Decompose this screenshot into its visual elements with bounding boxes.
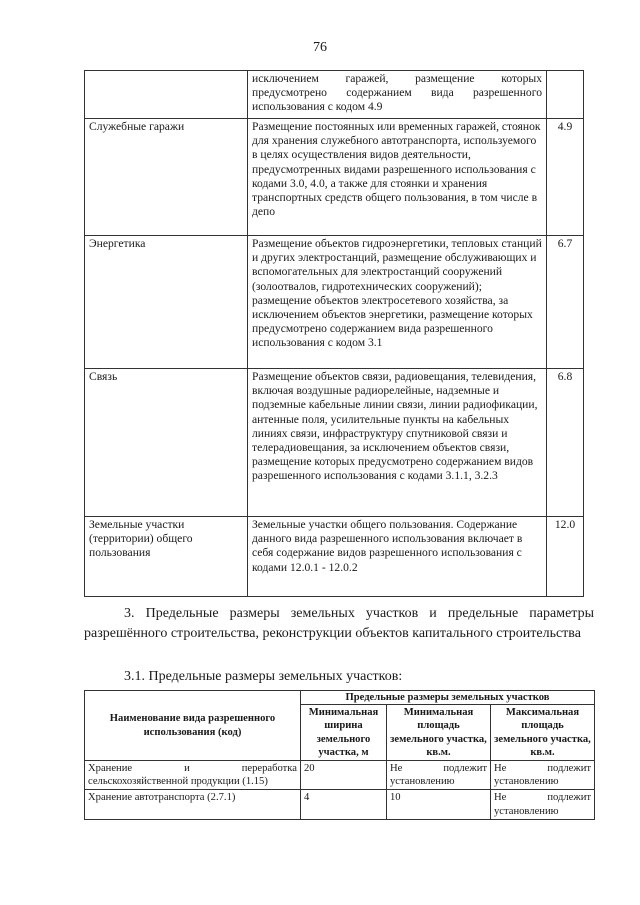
use-name-cell <box>85 71 248 119</box>
use-description-cell: Земельные участки общего пользования. Содержание данного вида разрешенного использования включает в себя содержание видов разрешенного использования с кодами 12.0.1 - 12.0.2 <box>248 517 547 597</box>
min-width-cell: 20 <box>301 761 387 790</box>
col-min-width-header: Минимальная ширина земельного участка, м <box>301 705 387 761</box>
table-row <box>85 790 595 819</box>
page-number: 76 <box>313 40 327 55</box>
use-description-cell: исключением гаражей, размещение которых предусмотрено содержанием вида разрешенного использования с кодом 4.9 <box>248 71 547 119</box>
table-header-row <box>85 691 595 705</box>
section-3-heading-text: 3. Предельные размеры земельных участков и предельные параметры разрешённого строительства, реконструкции объектов капитального строительства <box>84 606 594 641</box>
table-row <box>85 71 584 119</box>
use-code-cell <box>547 71 584 119</box>
section-3-heading <box>84 604 594 644</box>
min-width-cell: 4 <box>301 790 387 819</box>
use-code-cell: 4.9 <box>547 119 584 236</box>
max-area-cell: Не подлежит установлению <box>491 761 595 790</box>
table-row <box>85 119 584 236</box>
table-row <box>85 761 595 790</box>
size-name-cell: Хранение автотранспорта (2.7.1) <box>85 790 301 819</box>
use-name-cell: Земельные участки (территории) общего пользования <box>85 517 248 597</box>
col-name-header: Наименование вида разрешенного использования (код) <box>85 691 301 761</box>
plot-sizes-table <box>84 690 595 820</box>
max-area-cell: Не подлежит установлению <box>491 790 595 819</box>
col-max-area-header: Максимальная площадь земельного участка, кв.м. <box>491 705 595 761</box>
use-name-cell: Связь <box>85 369 248 517</box>
use-code-cell: 12.0 <box>547 517 584 597</box>
use-code-cell: 6.8 <box>547 369 584 517</box>
use-name-cell: Энергетика <box>85 236 248 369</box>
table-row <box>85 369 584 517</box>
use-name-cell: Служебные гаражи <box>85 119 248 236</box>
col-min-area-header: Минимальная площадь земельного участка, кв.м. <box>387 705 491 761</box>
section-3-1-heading: 3.1. Предельные размеры земельных участков: <box>124 669 403 684</box>
use-code-cell: 6.7 <box>547 236 584 369</box>
permitted-uses-table <box>84 70 584 597</box>
use-description-cell: Размещение объектов связи, радиовещания, телевидения, включая воздушные радиорелейные, надземные и подземные кабельные линии связи, линии радиофикации, антенные поля, усилительные пункты на кабельных линиях связи, инфраструктуру спутниковой связи и телерадиовещания, за исключением объектов связи, размещение которых предусмотрено содержанием видов разрешенного использования с кодами 3.1.1, 3.2.3 <box>248 369 547 517</box>
group-header: Предельные размеры земельных участков <box>301 691 595 705</box>
table-row <box>85 517 584 597</box>
use-description-cell: Размещение постоянных или временных гаражей, стоянок для хранения служебного автотранспорта, используемого в целях осуществления видов деятельности, предусмотренных видами разрешенного использования с кодами 3.0, 4.0, а также для стоянки и хранения транспортных средств общего пользования, в том числе в депо <box>248 119 547 236</box>
table-row <box>85 236 584 369</box>
min-area-cell: 10 <box>387 790 491 819</box>
use-description-cell: Размещение объектов гидроэнергетики, тепловых станций и других электростанций, размещение обслуживающих и вспомогательных для электростанций сооружений (золоотвалов, гидротехнических сооружений); размещение объектов электросетевого хозяйства, за исключением объектов энергетики, размещение которых предусмотрено содержанием вида разрешенного использования с кодом 3.1 <box>248 236 547 369</box>
min-area-cell: Не подлежит установлению <box>387 761 491 790</box>
size-name-cell: Хранение и переработка сельскохозяйственной продукции (1.15) <box>85 761 301 790</box>
